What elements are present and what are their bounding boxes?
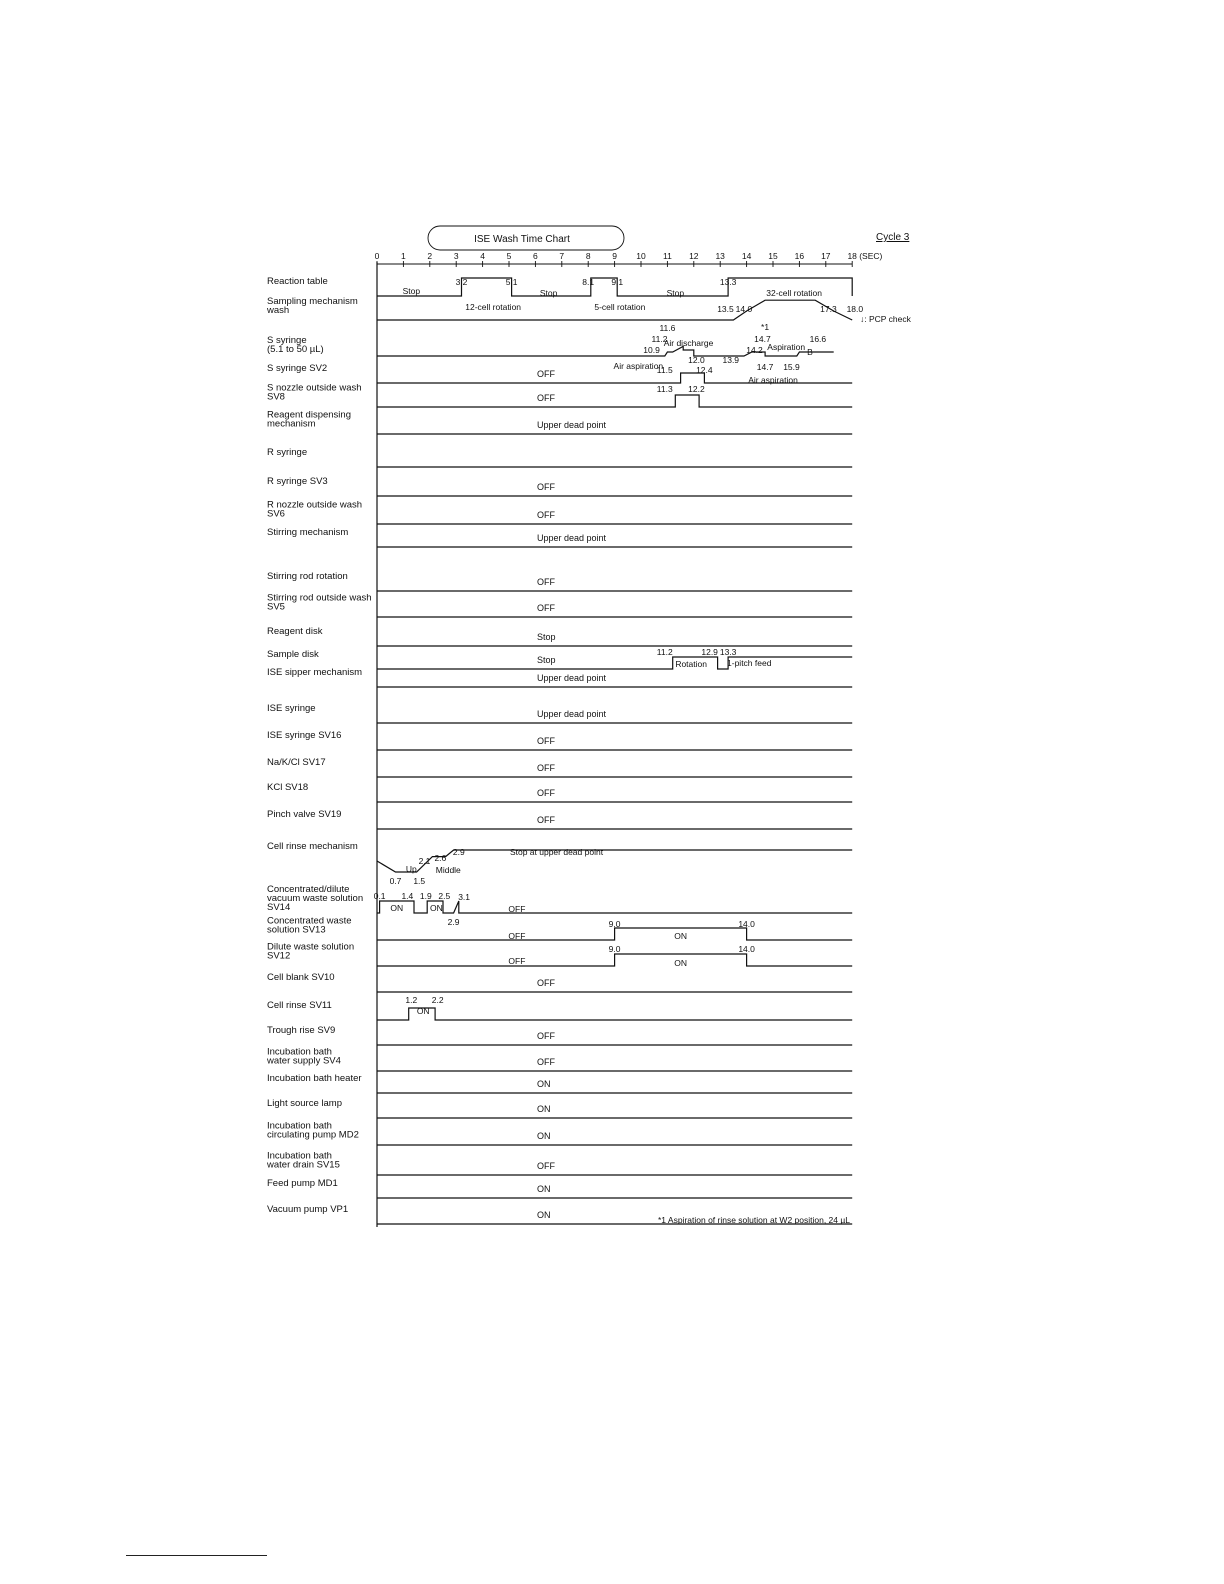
waveform-annotation: 14.7 <box>756 362 774 372</box>
signal-state-label: OFF <box>537 815 555 825</box>
signal-state-label: Stop <box>537 655 556 665</box>
signal-state-label: ON <box>537 1131 551 1141</box>
waveform-annotation: Stop at upper dead point <box>509 847 604 857</box>
waveform-annotation: 11.5 <box>656 365 673 375</box>
signal-state-label: ON <box>537 1104 551 1114</box>
waveform-annotation: OFF <box>508 956 526 966</box>
waveform-annotation: 2.9 <box>447 917 460 927</box>
waveform-annotation: Stop <box>402 286 421 296</box>
signal-label: Reagent disk <box>267 626 323 637</box>
waveform-annotation: 13.5 <box>717 304 734 314</box>
signal-label: water supply SV4 <box>267 1055 341 1067</box>
chart-title: ISE Wash Time Chart <box>474 234 570 245</box>
signal-state-label: OFF <box>537 369 555 379</box>
signal-state-label: OFF <box>537 788 555 798</box>
waveform-annotation: Air discharge <box>663 338 714 348</box>
waveform <box>377 346 834 356</box>
waveform-annotation: Stop <box>666 288 685 298</box>
signal-state-label: OFF <box>537 763 555 773</box>
pcp-note: ↓: PCP check <box>860 314 911 324</box>
waveform-annotation: 2.6 <box>434 853 447 863</box>
waveform-annotation: 1.5 <box>413 876 426 886</box>
signal-state-label: OFF <box>537 510 555 520</box>
signal-label: R nozzle outside wash <box>267 499 363 511</box>
waveform <box>377 1008 852 1020</box>
signal-label: Stirring mechanism <box>267 527 349 538</box>
signal-label: S nozzle outside wash <box>267 382 362 394</box>
axis-tick-label: 9 <box>612 251 617 261</box>
signal-state-label: OFF <box>537 393 555 403</box>
signal-label: SV14 <box>267 902 291 913</box>
waveform-annotation: ON <box>430 903 443 913</box>
axis-tick-label: 1 <box>401 251 406 261</box>
signal-label: solution SV13 <box>267 924 326 936</box>
axis-tick-label: 8 <box>585 251 591 261</box>
axis-tick-label: 18 <box>847 251 857 261</box>
waveform-annotation: Stop <box>539 288 558 298</box>
signal-label: Dilute waste solution <box>267 941 355 953</box>
signal-state-label: Upper dead point <box>537 420 607 430</box>
waveform <box>377 901 852 913</box>
waveform-annotation: 9.0 <box>608 919 621 929</box>
signal-label: Vacuum pump VP1 <box>267 1204 349 1215</box>
signal-label: Feed pump MD1 <box>267 1178 338 1189</box>
waveform <box>377 954 852 966</box>
signal-label: Cell blank SV10 <box>267 972 335 983</box>
waveform-annotation: 16.6 <box>809 334 827 344</box>
signal-label: circulating pump MD2 <box>267 1129 359 1141</box>
waveform-annotation: 1.9 <box>419 891 432 901</box>
waveform-annotation: 11.3 <box>656 384 673 394</box>
signal-state-label: ON <box>537 1079 551 1089</box>
signal-label: Pinch valve SV19 <box>267 809 342 820</box>
waveform-annotation: 2.1 <box>418 856 431 866</box>
waveform-annotation: 12.9 <box>701 647 718 657</box>
signal-state-label: Upper dead point <box>537 709 607 719</box>
signal-state-label: OFF <box>537 482 555 492</box>
signal-label: wash <box>267 305 290 316</box>
signal-label: Sampling mechanism <box>267 296 358 307</box>
signal-state-label: OFF <box>537 1031 555 1041</box>
waveform-annotation: ON <box>674 931 687 941</box>
axis-tick-label: 2 <box>427 251 433 261</box>
page-footer-rule <box>126 1555 267 1556</box>
axis-tick-label: 11 <box>662 251 672 261</box>
waveform-annotation: 5.1 <box>505 277 518 287</box>
axis-tick-label: 10 <box>636 251 646 261</box>
signal-state-label: OFF <box>537 577 555 587</box>
signal-label: SV8 <box>267 391 285 403</box>
axis-tick-label: 12 <box>689 251 699 261</box>
signal-state-label: OFF <box>537 1057 555 1067</box>
waveform-annotation: 2.9 <box>452 847 465 857</box>
waveform-annotation: 11.6 <box>659 323 676 333</box>
signal-label: Incubation bath <box>267 1150 332 1162</box>
signal-labels <box>266 276 372 1215</box>
waveform-annotation: ON <box>416 1006 430 1016</box>
signal-label: Stirring rod outside wash <box>267 592 372 604</box>
waveform-annotation: Air aspiration <box>748 375 798 385</box>
waveform-annotation: Rotation <box>675 659 707 669</box>
signal-label: Concentrated waste <box>267 915 352 927</box>
waveform-annotation: Aspiration <box>767 342 806 352</box>
waveform <box>377 928 852 940</box>
axis-tick-label: 3 <box>453 251 459 261</box>
signal-label: S syringe SV2 <box>267 363 328 374</box>
waveform-annotation: 14.2 <box>746 345 763 355</box>
signal-label: R syringe <box>267 447 308 458</box>
waveform-annotation: 13.3 <box>719 277 737 287</box>
signal-state-label: OFF <box>537 736 555 746</box>
signal-label: SV5 <box>267 601 285 613</box>
waveform-annotation: *1 <box>761 322 770 332</box>
axis-tick-label: 14 <box>741 251 752 261</box>
signal-label: Trough rise SV9 <box>267 1025 336 1036</box>
waveform-annotation: 1.2 <box>405 995 418 1005</box>
waveform-annotation: B <box>807 347 813 357</box>
waveform-annotation: 2.5 <box>438 891 451 901</box>
signal-label: Reagent dispensing <box>267 409 351 421</box>
axis-tick-label: 0 <box>374 251 380 261</box>
signal-state-label: ON <box>537 1210 551 1220</box>
waveform-annotation: 2.2 <box>431 995 444 1005</box>
signal-label: SV12 <box>267 950 291 962</box>
signal-state-label: Upper dead point <box>537 533 607 543</box>
waveform-annotation: 5-cell rotation <box>594 302 646 312</box>
waveform-annotation: 9.1 <box>611 277 624 287</box>
axis-tick-label: 16 <box>794 251 805 261</box>
axis-tick-label: 4 <box>480 251 485 261</box>
waveform-annotation: ON <box>674 958 687 968</box>
waveform-annotation: 1.4 <box>401 891 414 901</box>
signal-label: Sample disk <box>267 649 319 660</box>
axis-unit-label: (SEC) <box>859 251 883 261</box>
axis-tick-label: 6 <box>533 251 538 261</box>
signal-label: ISE sipper mechanism <box>267 667 363 678</box>
waveform-annotation: 14.0 <box>738 919 755 929</box>
signal-label: Cell rinse mechanism <box>267 841 358 852</box>
waveform-annotation: 14.0 <box>738 944 755 954</box>
signal-label: water drain SV15 <box>267 1159 340 1171</box>
signal-label: Stirring rod rotation <box>267 571 348 582</box>
waveform-annotation: 1-pitch feed <box>727 658 772 668</box>
signal-label: S syringe <box>267 335 307 346</box>
waveform-annotation: 17.3 <box>820 304 837 314</box>
axis-tick-label: 13 <box>715 251 725 261</box>
signal-label: Incubation bath heater <box>267 1073 362 1084</box>
waveform-annotation: 12-cell rotation <box>465 302 522 312</box>
waveform-annotation: 0.7 <box>389 876 402 886</box>
signal-label: Incubation bath <box>267 1120 332 1132</box>
signal-state-label: Upper dead point <box>537 673 607 683</box>
waveform-annotation: 10.9 <box>643 345 660 355</box>
signal-label: Cell rinse SV11 <box>267 1000 332 1011</box>
waveform-annotation: OFF <box>508 931 526 941</box>
signal-label: mechanism <box>267 418 316 430</box>
signal-label: vacuum waste solution <box>267 893 364 904</box>
waveform-annotation: 12.2 <box>688 384 705 394</box>
signal-label: Na/K/Cl SV17 <box>267 757 326 768</box>
signal-state-label: OFF <box>537 1161 555 1171</box>
signal-state-label: OFF <box>537 603 555 613</box>
waveform-annotation: 9.0 <box>608 944 621 954</box>
waveform-annotation: ON <box>390 903 404 913</box>
waveform-annotation: Up <box>405 864 417 874</box>
waveform-annotation: 18.0 <box>846 304 864 314</box>
waveform-annotation: 8.1 <box>582 277 595 287</box>
waveform-annotation: 11.2 <box>651 334 668 344</box>
signal-label: Concentrated/dilute <box>267 884 350 895</box>
signal-state-label: Stop <box>537 632 556 642</box>
waveform-annotation: OFF <box>508 904 526 914</box>
waveform-annotation: 14.0 <box>735 304 753 314</box>
footnote: *1 Aspiration of rinse solution at W2 position, 24 µL <box>657 1215 850 1225</box>
axis-tick-label: 15 <box>768 251 778 261</box>
time-axis <box>375 251 883 267</box>
waveform-annotation: 0.1 <box>373 891 386 901</box>
waveform-annotation: 11.2 <box>656 647 673 657</box>
waveform-annotation: 15.9 <box>783 362 800 372</box>
cycle-label: Cycle 3 <box>876 232 910 243</box>
signal-state-label: OFF <box>537 978 555 988</box>
waveform-annotation: 13.3 <box>719 647 737 657</box>
signal-label: Reaction table <box>267 276 328 287</box>
axis-tick-label: 5 <box>506 251 512 261</box>
signal-state-label: ON <box>537 1184 551 1194</box>
signal-label: SV6 <box>267 508 285 520</box>
waveform-annotation: Air aspiration <box>613 361 664 371</box>
axis-tick-label: 7 <box>559 251 565 261</box>
waveform-annotation: 14.7 <box>754 334 771 344</box>
signal-label: (5.1 to 50 µL) <box>267 344 324 355</box>
signal-waveforms <box>377 278 852 1224</box>
axis-tick-label: 17 <box>821 251 831 261</box>
waveform-annotation: 3.2 <box>455 277 468 287</box>
signal-label: ISE syringe <box>267 703 316 714</box>
waveform-annotations <box>374 277 864 1220</box>
signal-label: ISE syringe SV16 <box>267 730 342 741</box>
waveform-annotation: 12.4 <box>696 365 713 375</box>
waveform-annotation: 12.0 <box>688 355 705 365</box>
waveform-annotation: Middle <box>435 865 461 875</box>
signal-label: Incubation bath <box>267 1046 332 1058</box>
signal-label: Light source lamp <box>267 1098 342 1109</box>
waveform <box>377 395 852 407</box>
waveform <box>377 657 852 669</box>
signal-label: KCl SV18 <box>267 782 309 793</box>
waveform-annotation: 13.9 <box>722 355 740 365</box>
waveform-annotation: 32-cell rotation <box>766 288 823 298</box>
waveform-annotation: 3.1 <box>458 892 471 902</box>
signal-label: R syringe SV3 <box>267 476 328 487</box>
